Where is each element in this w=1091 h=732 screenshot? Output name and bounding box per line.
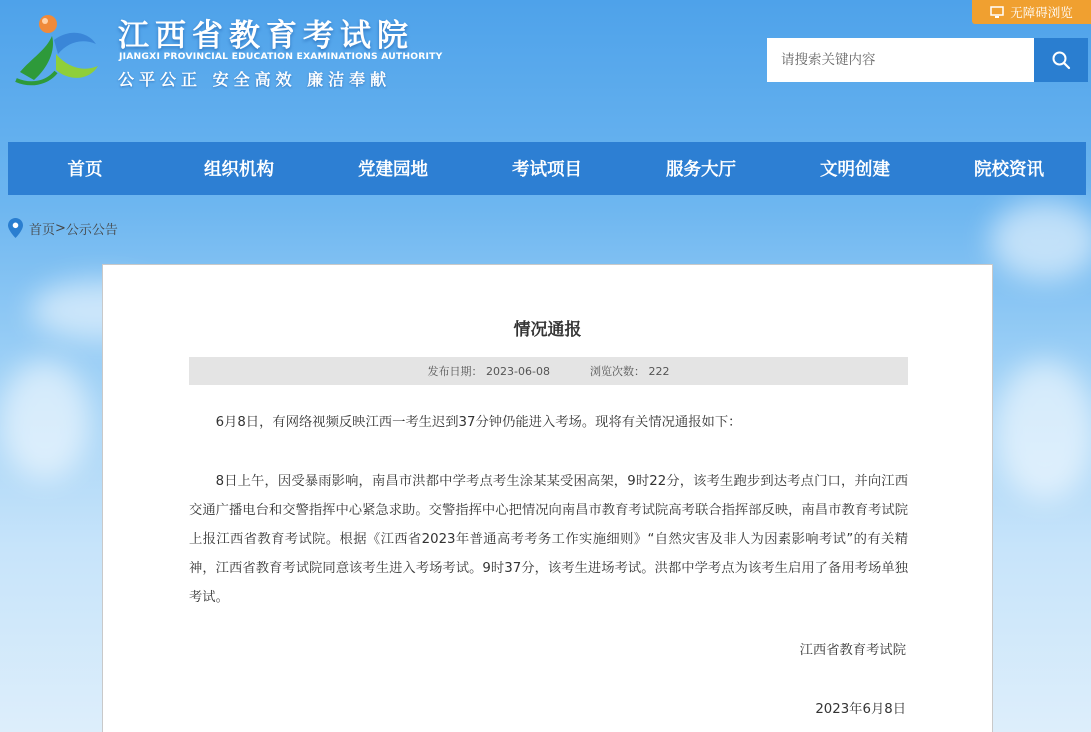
site-header (0, 0, 1091, 140)
article-meta (189, 357, 908, 385)
view-count (590, 363, 670, 379)
breadcrumb-current[interactable]: 公示公告 (65, 222, 118, 238)
background-cloud (990, 200, 1091, 280)
article-panel (102, 264, 993, 732)
nav-item-exam-programs[interactable]: 考试项目 (512, 160, 582, 180)
article-paragraph: 6月8日，有网络视频反映江西一考生迟到37分钟仍能进入考场。现将有关情况通报如下： (215, 415, 742, 430)
article-sign-date: 2023年6月8日 (815, 702, 906, 717)
nav-item-service-hall[interactable]: 服务大厅 (666, 160, 736, 180)
nav-item-college-news[interactable]: 院校资讯 (974, 160, 1044, 180)
search-input[interactable] (767, 38, 1034, 82)
nav-item-party-building[interactable]: 党建园地 (358, 160, 428, 180)
background-cloud (0, 360, 90, 480)
site-title: 江西省教育考试院 (118, 18, 414, 54)
accessibility-button[interactable] (972, 0, 1091, 24)
site-title-english: JIANGXI PROVINCIAL EDUCATION EXAMINATIONS AUTHORITY (119, 51, 443, 62)
nav-item-organization[interactable]: 组织机构 (204, 160, 274, 180)
background-cloud (995, 360, 1091, 500)
site-motto: 公平公正 安全高效 廉洁奉献 (118, 70, 392, 89)
article-paragraph: 8日上午，因受暴雨影响，南昌市洪都中学考点考生涂某某受困高架，9时22分，该考生跑步到达考点门口，并向江西交通广播电台和交警指挥中心紧急求助。交警指挥中心把情况向南昌市教育考试院高考联合指挥部反映，南昌市教育考试院上报江西省教育考试院。根据《江西省2023年普通高考考务工作实施细则》“自然灾害及非人为因素影响考试”的有关精神，江西省教育考试院同意该考生进入考场考试。9时37分，该考生进场考试。洪都中学考点为该考生启用了备用考场单独考试。 (189, 474, 908, 605)
view-count-label: 浏览次数： (589, 365, 645, 378)
location-pin-icon (8, 218, 23, 238)
breadcrumb (8, 218, 118, 238)
publish-date-value: 2023-06-08 (486, 365, 550, 378)
publish-date (428, 363, 550, 379)
search-icon (1051, 50, 1071, 70)
monitor-icon (990, 6, 1004, 19)
breadcrumb-separator: > (55, 220, 66, 236)
nav-item-home[interactable]: 首页 (67, 160, 103, 180)
search-button[interactable] (1034, 38, 1088, 82)
article-title: 情况通报 (513, 320, 582, 340)
article-signature: 江西省教育考试院 (799, 643, 906, 658)
logo-icon (12, 10, 102, 90)
accessibility-label: 无障碍浏览 (1010, 5, 1073, 20)
view-count-value: 222 (648, 365, 670, 378)
publish-date-label: 发布日期： (427, 365, 483, 378)
main-nav (8, 142, 1086, 195)
nav-item-civilization[interactable]: 文明创建 (820, 160, 890, 180)
breadcrumb-home-link[interactable]: 首页 (29, 222, 56, 238)
